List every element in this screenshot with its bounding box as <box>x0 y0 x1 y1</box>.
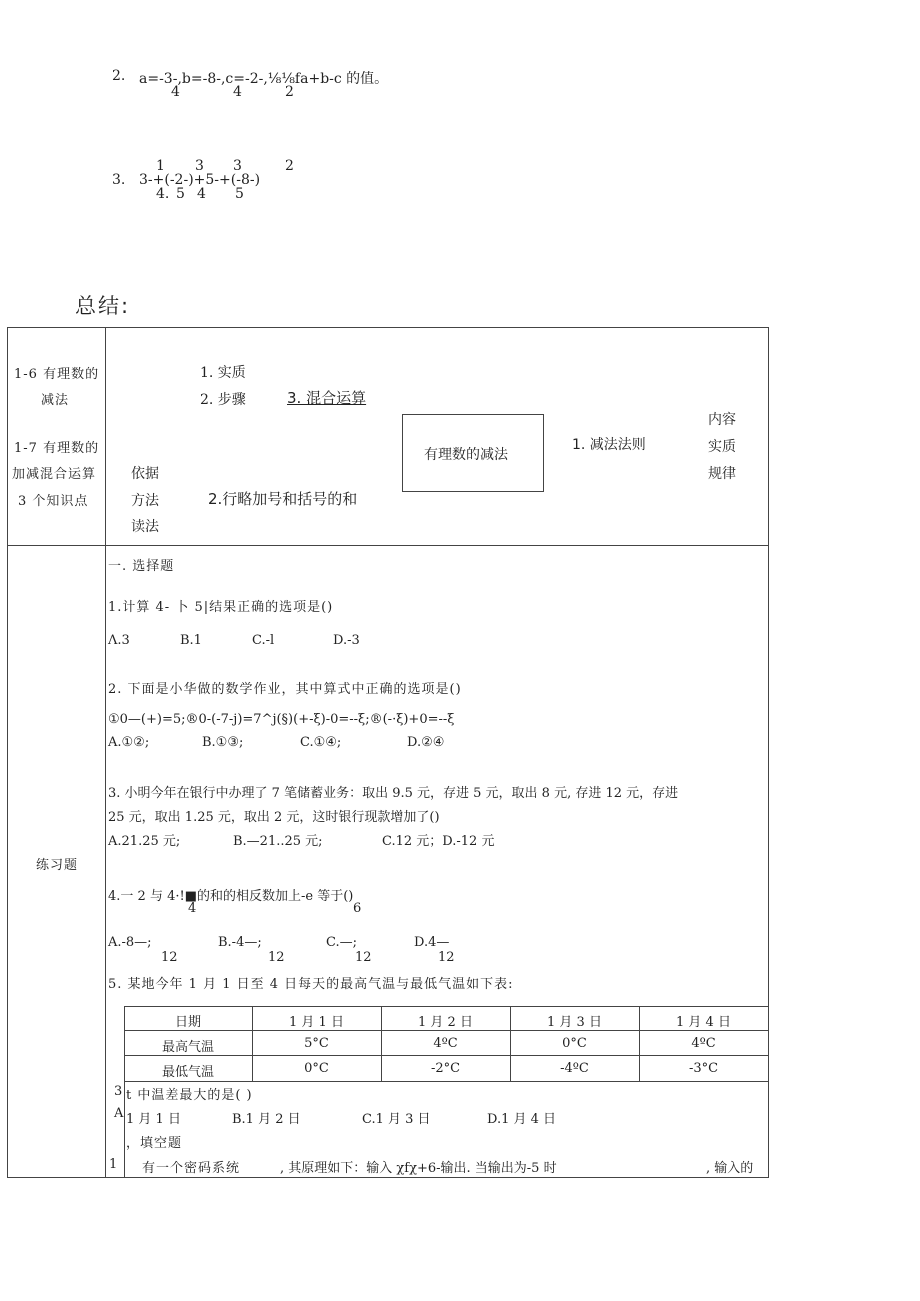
table-cell: -4ºC <box>560 1061 589 1076</box>
problem-2-sub: 4 <box>171 84 180 100</box>
summary-title: 总结: <box>75 294 131 318</box>
table-border-top <box>7 327 769 328</box>
problem-3-sup: 3 <box>195 158 204 174</box>
q5-option-a: 1 月 1 日 <box>126 1112 181 1127</box>
summary-left-line: 1-7 有理数的 <box>14 441 100 456</box>
table-header-cell: 1 月 2 日 <box>418 1015 473 1030</box>
q5-question: t 中温差最大的是( ) <box>126 1088 253 1103</box>
fill-1-text-2: , 其原理如下：输入 χfχ+6-输出. 当输出为-5 时 <box>280 1161 557 1176</box>
q2-expression: ①0—(+)=5;®0-(-7-j)=7^j(§)(+-ξ)-0=--ξ;®(-·ξ)+0=--ξ <box>108 712 455 727</box>
q3-stem-line1: 3. 小明今年在银行中办理了 7 笔储蓄业务：取出 9.5 元，存进 5 元，取出 8 元, 存进 12 元，存进 <box>108 786 679 801</box>
summary-item-mixed-ops: 3. 混合运算 <box>287 389 367 407</box>
table-cell: -2°C <box>430 1061 461 1076</box>
q3-stem-line2: 25 元，取出 1.25 元，取出 2 元，这时银行现款增加了() <box>108 810 440 825</box>
table-cell: 最低气温 <box>161 1065 214 1080</box>
table-cell: 4ºC <box>433 1036 458 1051</box>
table-cell: 最高气温 <box>161 1040 214 1055</box>
q3-option-b: B.—21..25 元; <box>233 834 323 849</box>
q4-option-a-sub: 12 <box>161 950 178 965</box>
summary-left-line: 1-6 有理数的 <box>14 367 100 382</box>
problem-2-text: a=-3-,b=-8-,c=-2-,⅛⅛fa+b-c 的值。 <box>139 71 389 87</box>
q4-sub: 6 <box>353 901 362 916</box>
table-border-left <box>7 327 8 1178</box>
summary-item-steps: 2. 步骤 <box>200 392 246 408</box>
q4-option-c: C.—; <box>326 935 357 950</box>
table-border-divider <box>105 327 106 1178</box>
q3-option-cd: C.12 元；D.-12 元 <box>382 834 495 849</box>
q1-option-c: C.-l <box>252 633 275 648</box>
table-border-right <box>768 327 769 1178</box>
table-cell: 4ºC <box>691 1036 716 1051</box>
q4-stem: 4.一 2 与 4·!■的和的相反数加上-e 等于() <box>108 889 354 904</box>
q4-option-a: A.-8—; <box>108 935 152 950</box>
q4-option-c-sub: 12 <box>355 950 372 965</box>
problem-3-sup: 2 <box>285 158 294 174</box>
q5-option-b: B.1 月 2 日 <box>232 1112 301 1127</box>
practice-label: 练习题 <box>36 858 79 873</box>
summary-center-label: 有理数的减法 <box>424 447 508 463</box>
problem-3-sup: 3 <box>233 158 242 174</box>
section-fill-heading: ，填空题 <box>126 1136 183 1151</box>
table-cell: 5°C <box>304 1036 329 1051</box>
q2-option-a: A.①②; <box>108 735 150 750</box>
summary-item-reading: 读法 <box>131 519 159 535</box>
table-cell: -3°C <box>688 1061 719 1076</box>
summary-item-content: 内容 <box>708 412 736 428</box>
q5-stem: 5. 某地今年 1 月 1 日至 4 日每天的最高气温与最低气温如下表: <box>108 977 514 992</box>
fill-1-number: 1 <box>109 1157 118 1172</box>
summary-item-essence: 1. 实质 <box>200 365 246 381</box>
table-header-cell: 1 月 4 日 <box>676 1015 731 1030</box>
problem-2-sub: 2 <box>285 84 294 100</box>
summary-item-essence-2: 实质 <box>708 439 736 455</box>
q5-left-mark: 3 <box>114 1084 123 1099</box>
table-cell: 0°C <box>304 1061 329 1076</box>
summary-item-basis: 依据 <box>131 466 159 482</box>
summary-item-omit-signs: 2.行略加号和括号的和 <box>208 490 358 508</box>
problem-3-sub: 4. <box>156 186 170 202</box>
q2-option-d: D.②④ <box>407 735 445 750</box>
summary-item-method: 方法 <box>131 493 159 509</box>
q2-stem: 2. 下面是小华做的数学作业，其中算式中正确的选项是() <box>108 682 462 697</box>
q1-option-a: Λ.3 <box>108 633 130 648</box>
q4-sub: 4 <box>188 901 197 916</box>
q1-stem: 1.计算 4- 卜 5|结果正确的选项是() <box>108 600 334 615</box>
summary-left-line: 3 个知识点 <box>18 494 89 509</box>
table-header-cell: 1 月 1 日 <box>289 1015 344 1030</box>
problem-3-sup: 1 <box>156 158 165 174</box>
fill-1-text-3: , 输入的 <box>706 1161 754 1176</box>
fill-1-text: 有一个密码系统 <box>142 1161 241 1176</box>
problem-3-sub: 5 <box>176 186 185 202</box>
problem-3-sub: 4 <box>197 186 206 202</box>
table-border-bottom <box>7 1177 769 1178</box>
problem-3-text: 3-+(-2-)+5-+(-8-) <box>139 172 261 188</box>
table-header-cell: 日期 <box>174 1015 201 1030</box>
problem-2-sub: 4 <box>233 84 242 100</box>
table-border-mid <box>7 545 769 546</box>
q2-option-c: C.①④; <box>300 735 342 750</box>
q5-option-d: D.1 月 4 日 <box>487 1112 557 1127</box>
q1-option-d: D.-3 <box>333 633 360 648</box>
q5-left-mark: A <box>114 1106 124 1121</box>
problem-3-sub: 5 <box>235 186 244 202</box>
q4-option-b: B.-4—; <box>218 935 262 950</box>
q3-option-a: A.21.25 元; <box>108 834 181 849</box>
table-header-cell: 1 月 3 日 <box>547 1015 602 1030</box>
table-cell: 0°C <box>562 1036 587 1051</box>
q4-option-b-sub: 12 <box>268 950 285 965</box>
q5-option-c: C.1 月 3 日 <box>362 1112 431 1127</box>
summary-item-subtraction-rule: 1. 减法法则 <box>572 437 646 453</box>
problem-2-number: 2. <box>112 68 126 84</box>
q4-option-d-sub: 12 <box>438 950 455 965</box>
q4-option-d: D.4— <box>414 935 450 950</box>
q1-option-b: B.1 <box>180 633 202 648</box>
section-choice-heading: 一. 选择题 <box>108 559 175 574</box>
summary-item-rule: 规律 <box>708 466 736 482</box>
summary-left-line: 加减混合运算 <box>12 467 97 482</box>
summary-left-line: 减法 <box>41 393 70 408</box>
q2-option-b: B.①③; <box>202 735 244 750</box>
problem-3-number: 3. <box>112 172 126 188</box>
